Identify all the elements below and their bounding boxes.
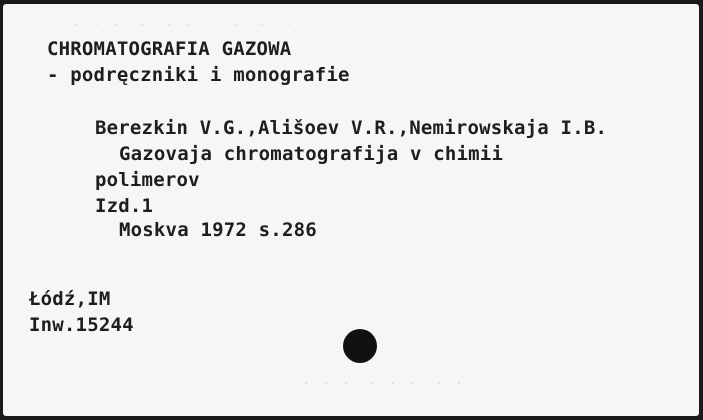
inventory-number: Inw.15244	[29, 314, 134, 336]
catalog-card	[3, 4, 699, 416]
card-heading: CHROMATOGRAFIA GAZOWA	[47, 38, 292, 60]
card-punch-hole	[343, 329, 377, 363]
show-through-text: . . . . . . . .	[303, 374, 462, 387]
entry-edition: Izd.1	[95, 195, 154, 217]
show-through-text: · · · · · · · · ·	[73, 18, 292, 31]
library-location: Łódź,IM	[29, 288, 111, 310]
entry-authors: Berezkin V.G.,Ališoev V.R.,Nemirowskaja I.B.	[95, 117, 608, 139]
entry-title-line-1: Gazovaja chromatografija v chimii	[119, 143, 504, 165]
entry-title-line-2: polimerov	[95, 169, 200, 191]
card-subheading: - podręczniki i monografie	[47, 64, 350, 86]
entry-imprint: Moskva 1972 s.286	[119, 219, 317, 241]
